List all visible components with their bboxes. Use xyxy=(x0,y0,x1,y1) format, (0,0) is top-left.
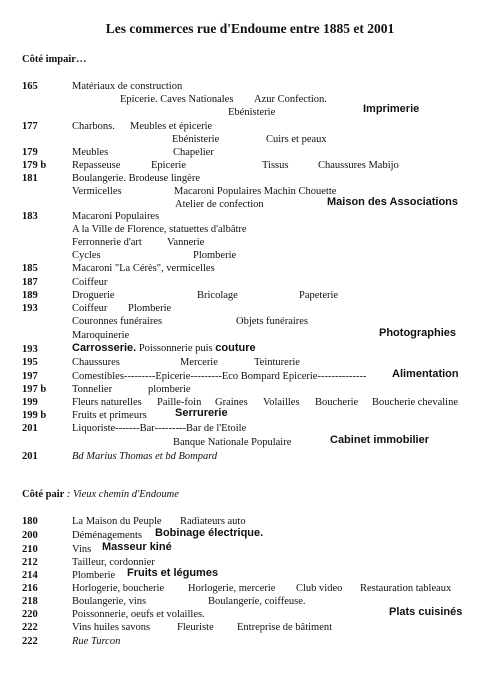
shop-entry: Macaroni Populaires xyxy=(72,211,160,222)
shop-entry: Vins huiles savons xyxy=(72,622,151,633)
shop-entry: Meubles et épicerie xyxy=(130,121,213,132)
current-shop: Plats cuisinés xyxy=(389,606,463,618)
shop-entry: Banque Nationale Populaire xyxy=(173,437,292,448)
street-number: 179 xyxy=(22,147,38,158)
shop-entry: Tonnelier xyxy=(72,384,113,395)
shop-entry: Ebénisterie xyxy=(228,107,276,118)
shop-entry: La Maison du Peuple xyxy=(72,516,162,527)
shop-entry: Plomberie xyxy=(193,250,237,261)
shop-entry: Boulangerie. Brodeuse lingère xyxy=(72,173,200,184)
street-number: 177 xyxy=(22,121,38,132)
shop-entry: Entreprise de bâtiment xyxy=(237,622,333,633)
even-side-label: Côté pair xyxy=(22,489,65,500)
shop-entry: Plomberie xyxy=(128,303,172,314)
street-number: 183 xyxy=(22,211,38,222)
street-number: 187 xyxy=(22,277,38,288)
shop-entry: Chaussures Mabijo xyxy=(318,160,399,171)
current-shop: Alimentation xyxy=(392,368,459,380)
shop-entry: Meubles xyxy=(72,147,109,158)
current-shop: Imprimerie xyxy=(363,103,420,115)
shop-entry: Objets funéraires xyxy=(236,316,309,327)
street-number: 216 xyxy=(22,583,38,594)
shop-entry xyxy=(72,342,256,355)
shop-entry: Boulangerie, vins xyxy=(72,596,147,607)
shop-entry: Azur Confection. xyxy=(254,94,327,105)
shop-entry: Comestibles---------Epicerie---------Eco Bompard Epicerie-------------- xyxy=(72,371,367,382)
street-number: 199 xyxy=(22,397,38,408)
current-shop: couture xyxy=(215,342,256,354)
cross-street: Rue Turcon xyxy=(72,636,121,647)
current-shop: Photographies xyxy=(379,327,457,339)
shop-entry: Fleuriste xyxy=(177,622,214,633)
shop-entry: plomberie xyxy=(148,384,191,395)
street-number: 181 xyxy=(22,173,38,184)
shop-entry: Vermicelles xyxy=(72,186,122,197)
shop-entry: Vins xyxy=(72,544,92,555)
shop-entry: Vannerie xyxy=(167,237,205,248)
shop-entry: Epicerie xyxy=(151,160,186,171)
street-number: 197 xyxy=(22,371,38,382)
street-number: 189 xyxy=(22,290,38,301)
shop-entry: Radiateurs auto xyxy=(180,516,246,527)
shop-entry: Matériaux de construction xyxy=(72,81,183,92)
current-shop: Cabinet immobilier xyxy=(330,434,430,446)
shop-entry: Restauration tableaux xyxy=(360,583,452,594)
shop-entry: Graines xyxy=(215,397,248,408)
street-number: 210 xyxy=(22,544,38,555)
shop-entry: Couronnes funéraires xyxy=(72,316,163,327)
street-number: 180 xyxy=(22,516,38,527)
shop-entry: Horlogerie, boucherie xyxy=(72,583,165,594)
street-number: 200 xyxy=(22,530,38,541)
shop-entry: Macaroni "La Cérès", vermicelles xyxy=(72,263,215,274)
shop-entry: Charbons. xyxy=(72,121,115,132)
shop-entry: Ferronnerie d'art xyxy=(72,237,142,248)
shop-entry: Droguerie xyxy=(72,290,115,301)
shop-entry: Epicerie. Caves Nationales xyxy=(120,94,234,105)
street-number: 214 xyxy=(22,570,38,581)
current-shop: Bobinage électrique. xyxy=(155,527,264,539)
shop-entry: Maroquinerie xyxy=(72,330,130,341)
odd-side-heading: Côté impair… xyxy=(22,54,87,65)
shop-entry: Repasseuse xyxy=(72,160,121,171)
current-shop: Masseur kiné xyxy=(102,541,172,553)
even-side-subtitle: : Vieux chemin d'Endoume xyxy=(64,489,179,500)
street-number: 212 xyxy=(22,557,38,568)
current-shop: Fruits et légumes xyxy=(127,567,219,579)
shop-entry: Tissus xyxy=(262,160,289,171)
shop-entry: Boucherie chevaline xyxy=(372,397,458,408)
shop-entry: Déménagements xyxy=(72,530,142,541)
shop-entry: Chapelier xyxy=(173,147,214,158)
street-number: 220 xyxy=(22,609,38,620)
even-side-heading xyxy=(22,488,179,501)
shop-entry: Tailleur, cordonnier xyxy=(72,557,155,568)
street-number: 165 xyxy=(22,81,38,92)
street-number: 199 b xyxy=(22,410,47,421)
street-number: 195 xyxy=(22,357,38,368)
shop-entry: Liquoriste-------Bar---------Bar de l'Etoile xyxy=(72,423,247,434)
shop-entry: Bricolage xyxy=(197,290,238,301)
street-number: 218 xyxy=(22,596,38,607)
current-shop: Serrurerie xyxy=(175,407,228,419)
shop-entry: Coiffeur xyxy=(72,303,108,314)
street-number: 222 xyxy=(22,636,38,647)
cross-street: Bd Marius Thomas et bd Bompard xyxy=(72,451,218,462)
shop-entry: Volailles xyxy=(263,397,300,408)
shop-entry: Cycles xyxy=(72,250,101,261)
street-number: 197 b xyxy=(22,384,47,395)
shop-entry: Fleurs naturelles xyxy=(72,397,142,408)
shop-entry: Paille-foin xyxy=(157,397,202,408)
shop-entry: Club video xyxy=(296,583,343,594)
shop-entry: Plomberie xyxy=(72,570,116,581)
street-number: 201 xyxy=(22,451,38,462)
shop-entry: Fruits et primeurs xyxy=(72,410,147,421)
shop-entry: Papeterie xyxy=(299,290,339,301)
street-number: 185 xyxy=(22,263,38,274)
current-shop: Maison des Associations xyxy=(327,196,459,208)
shop-entry: Chaussures xyxy=(72,357,120,368)
street-number: 193 xyxy=(22,344,38,355)
shop-entry: Cuirs et peaux xyxy=(266,134,327,145)
shop-entry: Macaroni Populaires Machin Chouette xyxy=(174,186,337,197)
shop-entry: Horlogerie, mercerie xyxy=(188,583,276,594)
shop-entry: Coiffeur xyxy=(72,277,108,288)
shop-entry: Poissonnerie, oeufs et volailles. xyxy=(72,609,205,620)
shop-entry: Ebénisterie xyxy=(172,134,220,145)
shop-entry: A la Ville de Florence, statuettes d'albâtre xyxy=(72,224,247,235)
shop-entry: Teinturerie xyxy=(254,357,300,368)
street-number: 201 xyxy=(22,423,38,434)
shop-entry: Boulangerie, coiffeuse. xyxy=(208,596,306,607)
shop-entry: Mercerie xyxy=(180,357,218,368)
current-shop: Carrosserie. xyxy=(72,342,137,354)
street-number: 222 xyxy=(22,622,38,633)
shop-entry: Atelier de confection xyxy=(175,199,264,210)
shop-entry: Boucherie xyxy=(315,397,359,408)
shop-entry-text: Poissonnerie puis xyxy=(136,343,216,354)
page-title: Les commerces rue d'Endoume entre 1885 et 2001 xyxy=(105,21,395,36)
street-number: 193 xyxy=(22,303,38,314)
street-number: 179 b xyxy=(22,160,47,171)
